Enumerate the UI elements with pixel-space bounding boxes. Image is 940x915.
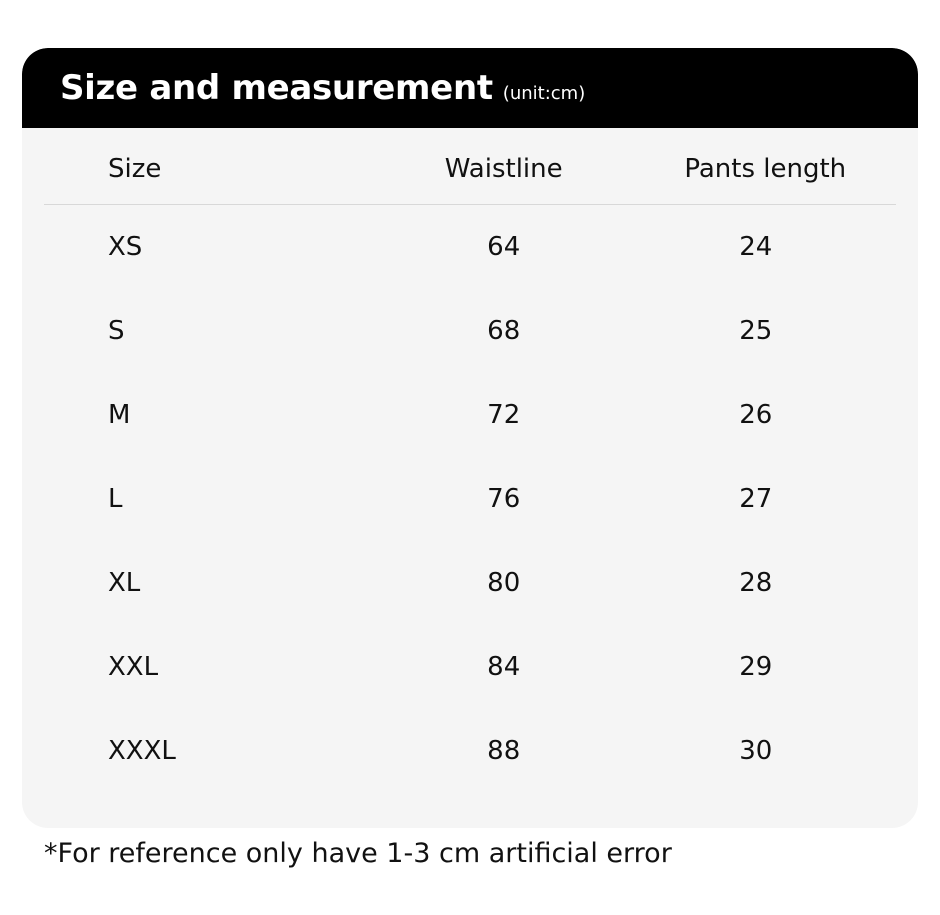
table-body xyxy=(44,205,896,794)
card-header xyxy=(22,48,918,128)
table-row xyxy=(44,625,896,709)
cell-size: XL xyxy=(108,568,141,598)
table-header xyxy=(44,128,896,205)
table-row xyxy=(44,709,896,793)
size-table-wrapper xyxy=(22,128,918,793)
cell-waistline: 88 xyxy=(487,736,521,766)
unit-label: (unit:cm) xyxy=(502,83,586,104)
table-header-row xyxy=(44,128,896,205)
table-row xyxy=(44,373,896,457)
table-row xyxy=(44,289,896,373)
cell-waistline: 72 xyxy=(487,400,521,430)
cell-size: XXXL xyxy=(108,736,176,766)
cell-waistline: 64 xyxy=(487,232,521,262)
cell-waistline: 76 xyxy=(487,484,521,514)
cell-size: S xyxy=(108,316,125,346)
cell-size: XS xyxy=(108,232,143,262)
cell-waistline: 84 xyxy=(487,652,521,682)
cell-pants-length: 28 xyxy=(739,568,773,598)
page-title: Size and measurement xyxy=(60,68,493,108)
cell-pants-length: 24 xyxy=(739,232,773,262)
cell-size: M xyxy=(108,400,131,430)
cell-pants-length: 26 xyxy=(739,400,773,430)
column-header-size: Size xyxy=(44,128,373,205)
column-header-pants-length: Pants length xyxy=(634,128,896,205)
cell-waistline: 68 xyxy=(487,316,521,346)
cell-pants-length: 25 xyxy=(739,316,773,346)
table-row xyxy=(44,457,896,541)
column-header-waistline: Waistline xyxy=(373,128,635,205)
footnote: *For reference only have 1-3 cm artificial error xyxy=(44,838,672,869)
size-table xyxy=(44,128,896,793)
cell-pants-length: 29 xyxy=(739,652,773,682)
cell-size: XXL xyxy=(108,652,159,682)
table-row xyxy=(44,205,896,290)
cell-size: L xyxy=(108,484,123,514)
size-chart-card xyxy=(22,48,918,828)
cell-pants-length: 27 xyxy=(739,484,773,514)
cell-pants-length: 30 xyxy=(739,736,773,766)
cell-waistline: 80 xyxy=(487,568,521,598)
table-row xyxy=(44,541,896,625)
